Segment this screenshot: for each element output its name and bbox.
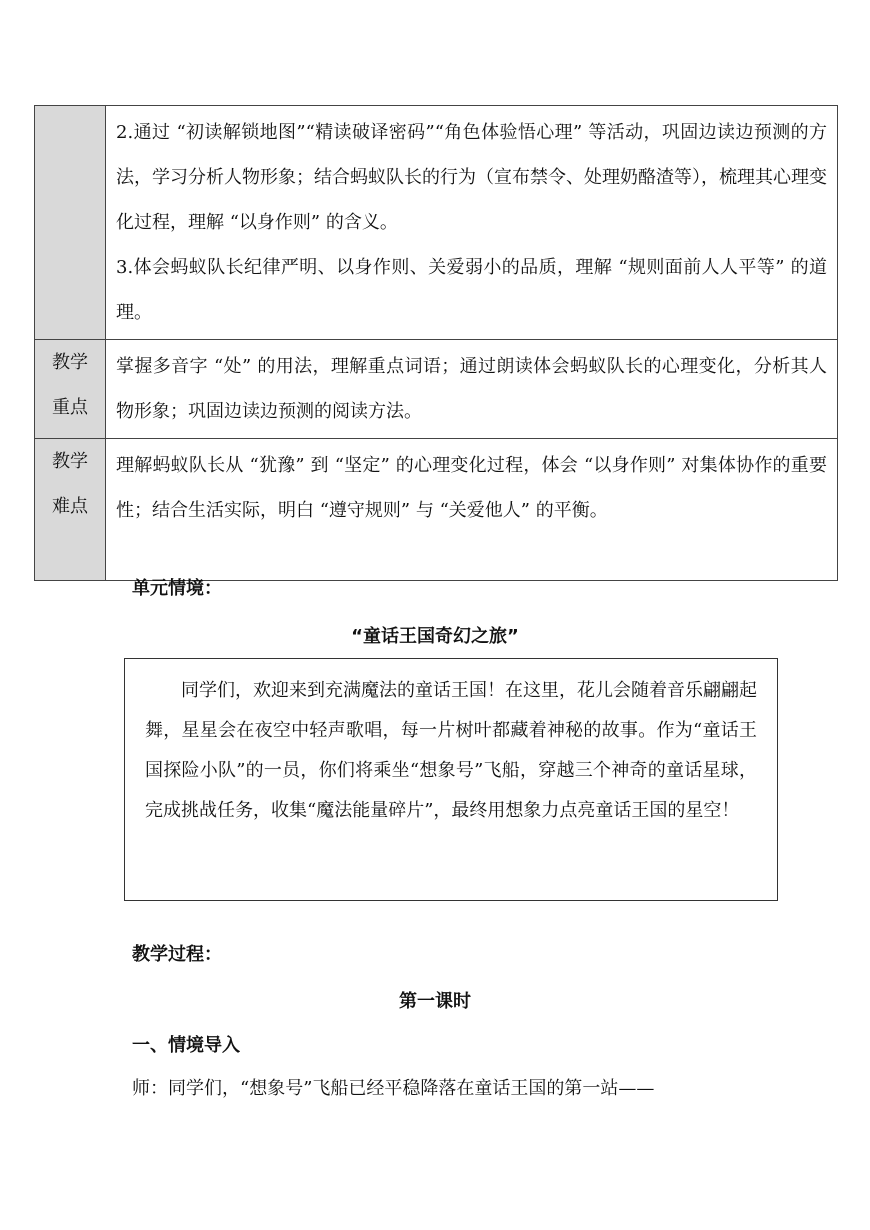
row-label-key-points: 教学 重点 [35, 340, 106, 439]
row-content-key-points: 掌握多音字 “处” 的用法，理解重点词语；通过朗读体会蚂蚁队长的心理变化，分析其人物形象；巩固边读边预测的阅读方法。 [106, 340, 838, 439]
goal-paragraph-2: 2.通过 “初读解锁地图”“精读破译密码”“角色体验悟心理” 等活动，巩固边读边预测的方法，学习分析人物形象；结合蚂蚁队长的行为（宣布禁令、处理奶酪渣等），梳理其心理变化过程，理解 “以身作则” 的含义。 [116, 122, 827, 233]
unit-context-label: 单元情境： [132, 578, 222, 599]
section-heading: 一、情境导入 [132, 1035, 240, 1056]
row-label [35, 106, 106, 340]
table-row [35, 439, 838, 581]
table-row [35, 340, 838, 439]
lesson-title: 第一课时 [399, 991, 471, 1012]
unit-context-box [124, 658, 778, 901]
goal-paragraph-3: 3.体会蚂蚁队长纪律严明、以身作则、关爱弱小的品质，理解 “规则面前人人平等” 的道理。 [116, 257, 827, 323]
unit-context-text: 同学们，欢迎来到充满魔法的童话王国！在这里，花儿会随着音乐翩翩起舞，星星会在夜空中轻声歌唱，每一片树叶都藏着神秘的故事。作为“童话王国探险小队”的一员，你们将乘坐“想象号”飞船，穿越三个神奇的童话星球，完成挑战任务，收集“魔法能量碎片”，最终用想象力点亮童话王国的星空！ [145, 680, 757, 821]
teaching-process-label: 教学过程： [132, 944, 222, 965]
table-row [35, 106, 838, 340]
unit-context-title: “童话王国奇幻之旅” [351, 626, 519, 647]
teacher-line: 师：同学们，“想象号”飞船已经平稳降落在童话王国的第一站—— [132, 1078, 655, 1099]
row-label-difficulties: 教学 难点 [35, 439, 106, 581]
teaching-goals-table [34, 105, 838, 581]
row-content-difficulties: 理解蚂蚁队长从 “犹豫” 到 “坚定” 的心理变化过程，体会 “以身作则” 对集体协作的重要性；结合生活实际，明白 “遵守规则” 与 “关爱他人” 的平衡。 [106, 439, 838, 581]
row-content [106, 106, 838, 340]
